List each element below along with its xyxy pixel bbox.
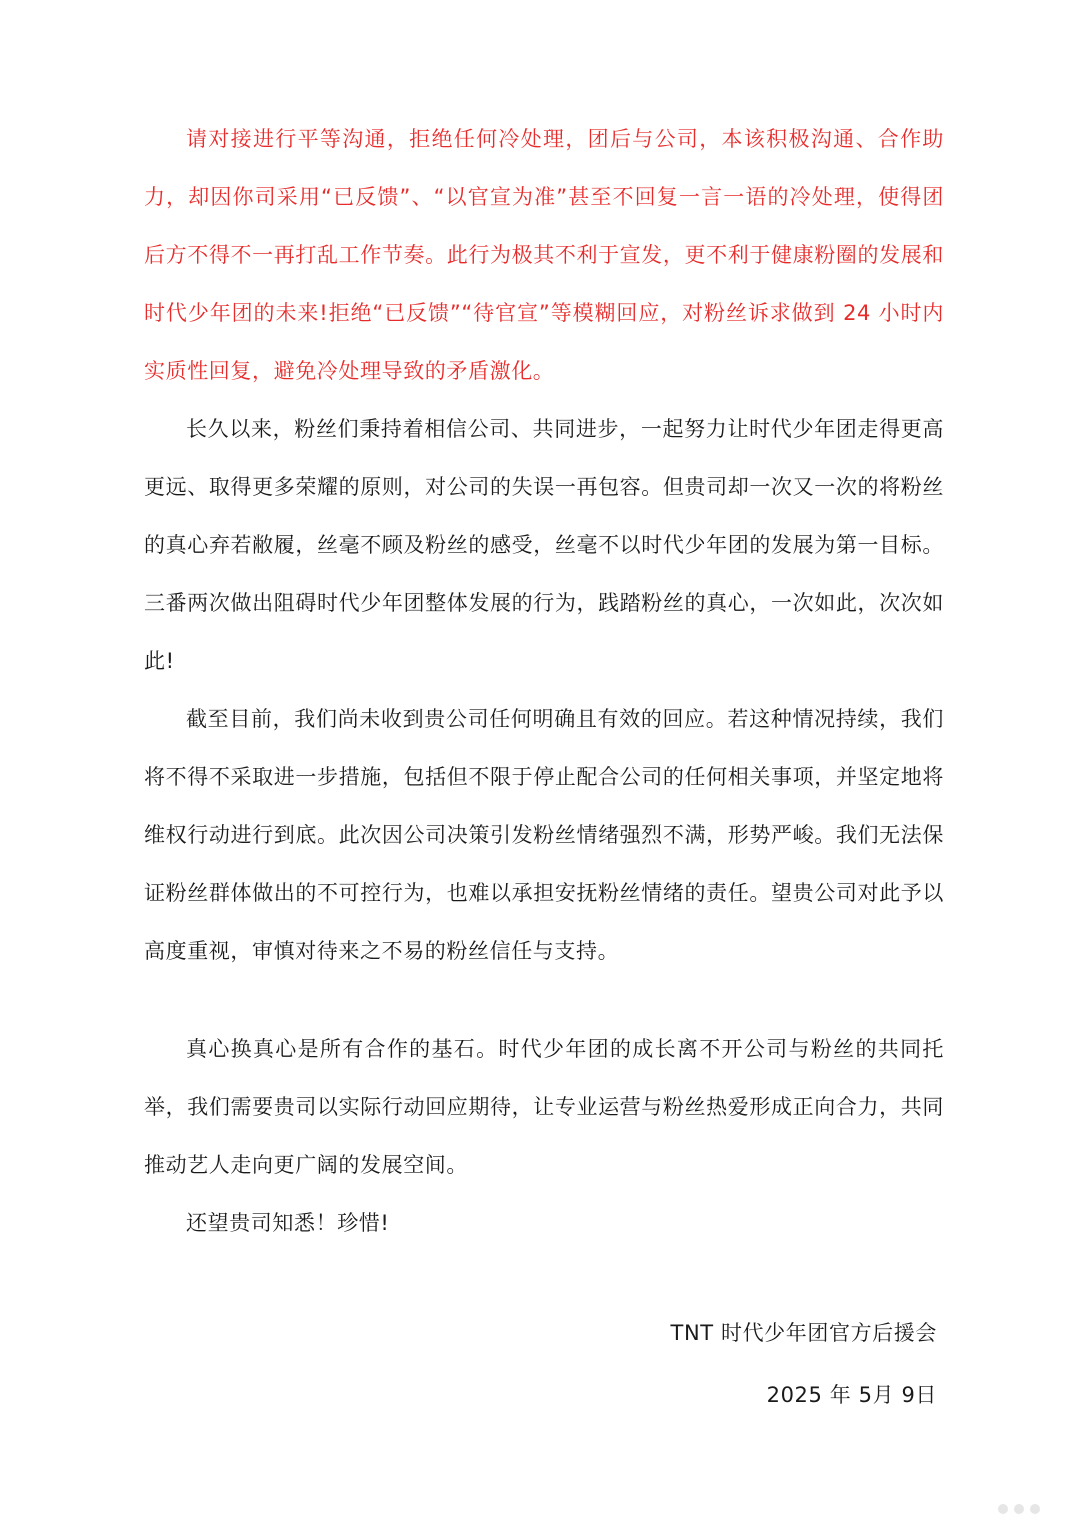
paragraph-gap — [144, 980, 944, 1020]
paragraph-closing: 还望贵司知悉！珍惜! — [186, 1211, 390, 1235]
dot-icon — [1014, 1504, 1024, 1514]
document-body — [144, 110, 944, 1252]
paragraph-history: 长久以来，粉丝们秉持着相信公司、共同进步，一起努力让时代少年团走得更高更远、取得更多荣耀的原则，对公司的失误一再包容。但贵司却一次又一次的将粉丝的真心弃若敝履，丝毫不顾及粉丝的感受，丝毫不以时代少年团的发展为第一目标。三番两次做出阻碍时代少年团整体发展的行为，践踏粉丝的真心，一次如此，次次如此! — [144, 417, 944, 673]
dot-icon — [1030, 1504, 1040, 1514]
signature-block — [671, 1302, 937, 1426]
ellipsis-icon — [998, 1498, 1056, 1520]
paragraph-warning: 截至目前，我们尚未收到贵公司任何明确且有效的回应。若这种情况持续，我们将不得不采取进一步措施，包括但不限于停止配合公司的任何相关事项，并坚定地将维权行动进行到底。此次因公司决策引发粉丝情绪强烈不满，形势严峻。我们无法保证粉丝群体做出的不可控行为，也难以承担安抚粉丝情绪的责任。望贵公司对此予以高度重视，审慎对待来之不易的粉丝信任与支持。 — [144, 707, 944, 963]
signature-org: TNT 时代少年团官方后援会 — [670, 1321, 937, 1345]
paragraph-demand: 请对接进行平等沟通，拒绝任何冷处理，团后与公司，本该积极沟通、合作助力，却因你司采用“已反馈”、“以官宣为准”甚至不回复一言一语的冷处理，使得团后方不得不一再打乱工作节奏。此行为极其不利于宣发，更不利于健康粉圈的发展和时代少年团的未来!拒绝“已反馈”“待官宣”等模糊回应，对粉丝诉求做到 24 小时内实质性回复，避免冷处理导致的矛盾激化。 — [144, 127, 944, 383]
paragraph-cooperation: 真心换真心是所有合作的基石。时代少年团的成长离不开公司与粉丝的共同托举，我们需要贵司以实际行动回应期待，让专业运营与粉丝热爱形成正向合力，共同推动艺人走向更广阔的发展空间。 — [144, 1037, 944, 1177]
dot-icon — [998, 1504, 1008, 1514]
signature-date: 2025 年 5月 9日 — [766, 1383, 937, 1407]
